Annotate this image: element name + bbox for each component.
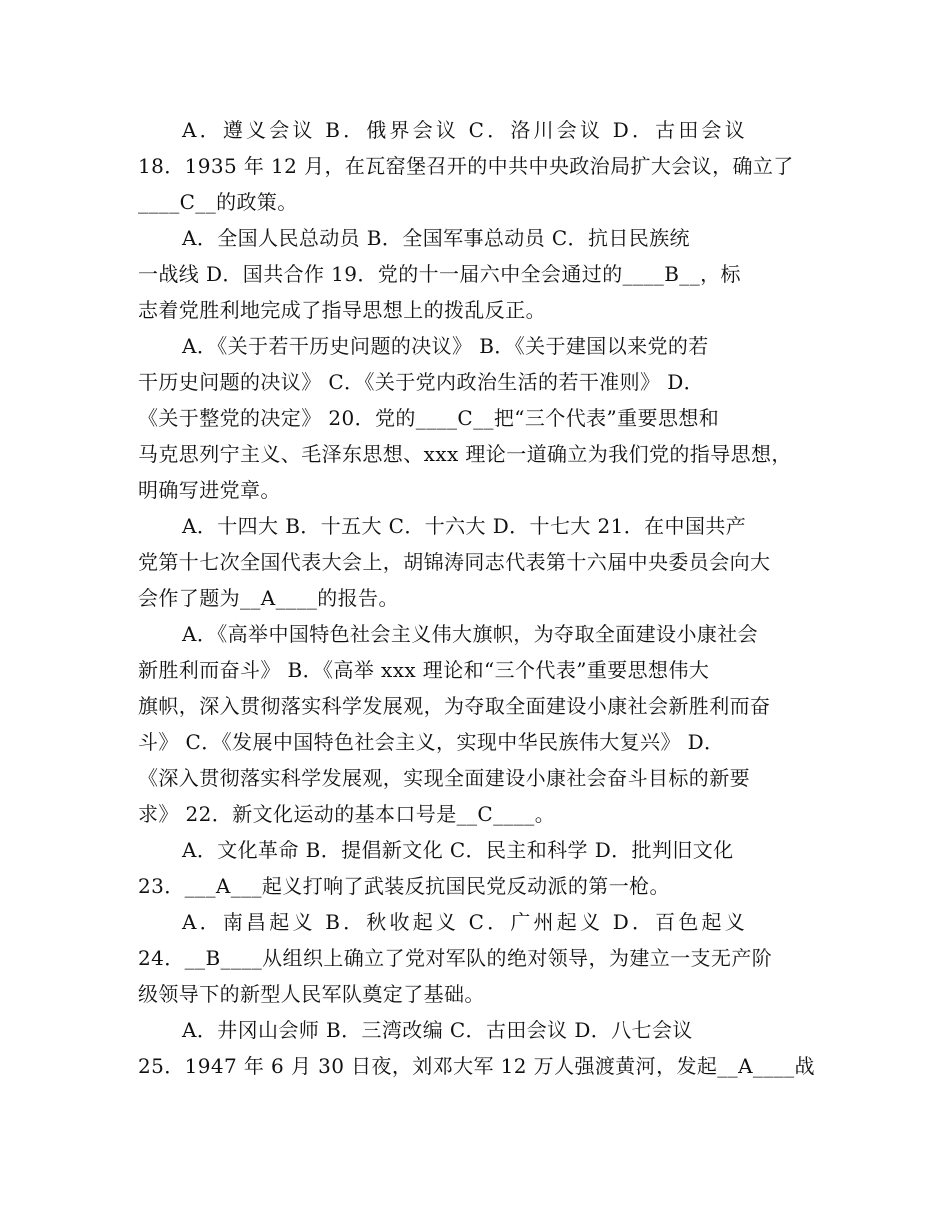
- text-line: 求》 22．新文化运动的基本口号是__C____。: [138, 802, 556, 826]
- text-line: 斗》 C．《发展中国特色社会主义，实现中华民族伟大复兴》 D．: [138, 730, 725, 754]
- text-line: 24．__B____从组织上确立了党对军队的绝对领导，为建立一支无产阶: [138, 946, 773, 970]
- text-line: A．井冈山会师 B．三湾改编 C．古田会议 D．八七会议: [182, 1018, 693, 1042]
- text-line: 会作了题为__A____的报告。: [138, 586, 399, 610]
- text-line: 明确写进党章。: [138, 478, 281, 502]
- text-line: ____C__的政策。: [138, 190, 298, 214]
- text-line: 《关于整党的决定》 20．党的____C__把“三个代表”重要思想和: [138, 406, 720, 430]
- text-line: A．《关于若干历史问题的决议》 B．《关于建国以来党的若: [182, 334, 709, 358]
- text-line: 志着党胜利地完成了指导思想上的拨乱反正。: [138, 298, 546, 322]
- text-line: A．《高举中国特色社会主义伟大旗帜，为夺取全面建设小康社会: [182, 622, 759, 646]
- text-line: A．十四大 B．十五大 C．十六大 D．十七大 21．在中国共产: [182, 514, 747, 538]
- text-line: 18．1935 年 12 月，在瓦窑堡召开的中共中央政治局扩大会议，确立了: [138, 154, 794, 178]
- text-line: 马克思列宁主义、毛泽东思想、xxx 理论一道确立为我们党的指导思想，: [138, 442, 792, 466]
- text-line: A．文化革命 B．提倡新文化 C．民主和科学 D．批判旧文化: [182, 838, 734, 862]
- text-line: 旗帜，深入贯彻落实科学发展观，为夺取全面建设小康社会新胜利而奋: [138, 694, 771, 718]
- text-line: 新胜利而奋斗》 B．《高举 xxx 理论和“三个代表”重要思想伟大: [138, 658, 710, 682]
- text-line: 党第十七次全国代表大会上，胡锦涛同志代表第十六届中央委员会向大: [138, 550, 771, 574]
- text-line: 干历史问题的决议》 C．《关于党内政治生活的若干准则》 D．: [138, 370, 705, 394]
- text-line: A．遵义会议 B．俄界会议 C．洛川会议 D．古田会议: [182, 118, 748, 142]
- text-line: A．全国人民总动员 B．全国军事总动员 C．抗日民族统: [182, 226, 690, 250]
- text-line: A．南昌起义 B．秋收起义 C．广州起义 D．百色起义: [182, 910, 748, 934]
- text-line: 级领导下的新型人民军队奠定了基础。: [138, 982, 485, 1006]
- text-line: 《深入贯彻落实科学发展观，实现全面建设小康社会奋斗目标的新要: [138, 766, 750, 790]
- text-line: 23．___A___起义打响了武装反抗国民党反动派的第一枪。: [138, 874, 670, 898]
- text-line: 25．1947 年 6 月 30 日夜，刘邓大军 12 万人强渡黄河，发起__A____战: [138, 1054, 815, 1078]
- text-line: 一战线 D．国共合作 19．党的十一届六中全会通过的____B__，标: [138, 262, 741, 286]
